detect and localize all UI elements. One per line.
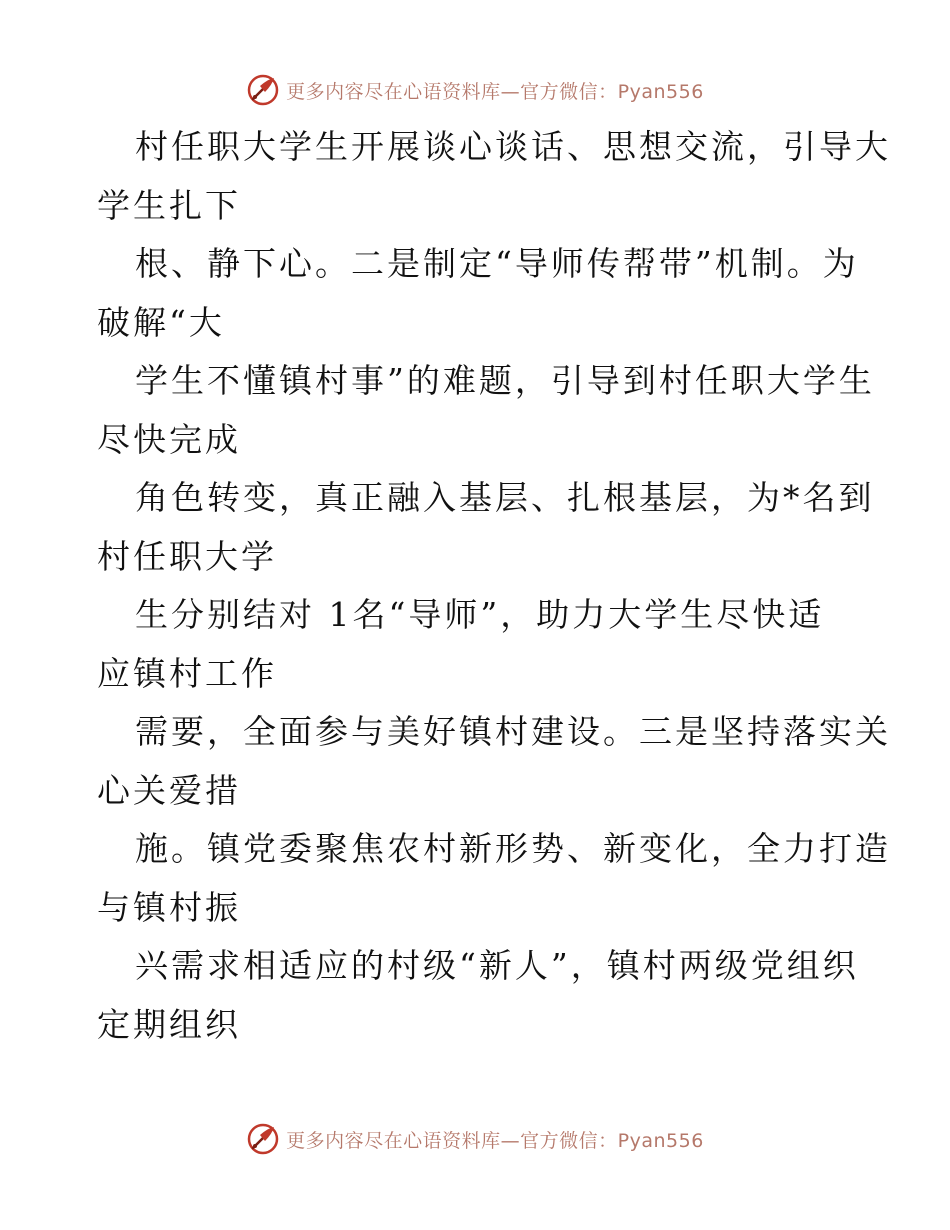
watermark-text: 更多内容尽在心语资料库—官方微信：Pyan556 [286,80,704,103]
paragraph-line: 破解“大 [97,303,225,342]
paragraph-line: 与镇村振 [97,888,241,927]
paragraph-line: 兴需求相适应的村级“新人”，镇村两级党组织 [135,946,859,985]
paragraph-line: 需要，全面参与美好镇村建设。三是坚持落实关 [135,712,891,751]
paragraph-line: 角色转变，真正融入基层、扎根基层，为*名到 [135,478,875,517]
watermark-text: 更多内容尽在心语资料库—官方微信：Pyan556 [286,1129,704,1152]
paragraph-line: 村任职大学生开展谈心谈话、思想交流，引导大 [135,127,891,166]
feather-pen-logo-icon [246,1122,280,1156]
feather-pen-logo-icon [246,73,280,107]
paragraph-line: 定期组织 [97,1005,241,1044]
paragraph-line: 应镇村工作 [97,654,277,693]
footer-watermark [0,1119,950,1159]
paragraph-line: 学生扎下 [97,186,241,225]
paragraph-line: 村任职大学 [97,537,277,576]
paragraph-line: 施。镇党委聚焦农村新形势、新变化，全力打造 [135,829,891,868]
paragraph-line: 尽快完成 [97,420,241,459]
paragraph-line: 生分别结对 1名“导师”，助力大学生尽快适 [135,595,825,634]
paragraph-line: 学生不懂镇村事”的难题，引导到村任职大学生 [135,361,875,400]
paragraph-line: 根、静下心。二是制定“导师传帮带”机制。为 [135,244,859,283]
paragraph-line: 心关爱措 [97,771,241,810]
header-watermark [0,70,950,110]
